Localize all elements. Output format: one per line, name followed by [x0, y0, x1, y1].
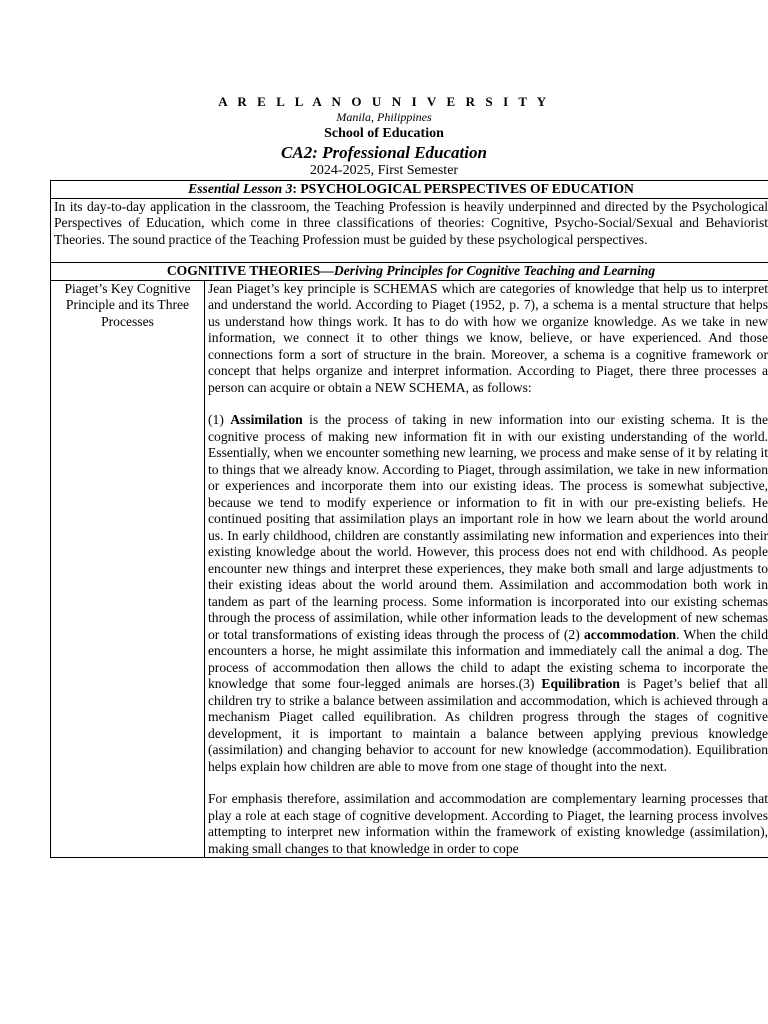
paragraph-schemas: Jean Piaget’s key principle is SCHEMAS which are categories of knowledge that help us to interpret and understand the world. According to Piaget (1952, p. 7), a schema is a mental structure that helps us understand how things work. It has to do with how we organize knowledge. As we take in new information, we connect it to other things we know, believe, or have experienced. And those connections form a sort of structure in the brain. Moreover, a schema is a cognitive framework or concept that helps organize and interpret information. According to Piaget, there three processes a person can acquire or obtain a NEW SCHEMA, as follows: — [208, 280, 768, 395]
document-header — [0, 94, 768, 179]
section-heading-row — [51, 263, 768, 281]
term-equilibration: Equilibration — [541, 676, 620, 691]
paragraph-processes — [208, 412, 768, 775]
section-subheading: —Deriving Principles for Cognitive Teaching and Learning — [320, 263, 656, 278]
university-location: Manila, Philippines — [336, 110, 432, 124]
school-name: School of Education — [324, 126, 444, 141]
university-name: A R E L L A N O U N I V E R S I T Y — [218, 94, 550, 109]
semester-label: 2024-2025, First Semester — [309, 163, 459, 178]
process-number: (1) — [208, 412, 231, 427]
section-heading-cell — [51, 263, 768, 281]
section-heading: COGNITIVE THEORIES — [166, 263, 321, 278]
course-title: CA2: Professional Education — [281, 143, 487, 162]
accommodation-text: . When the child encounters a horse, he might assimilate this information and immediately call the animal a dog. The process of accommodation then allows the child to adapt the existing schema to incorporate the knowledge that some four-legged animals are horses.(3) — [208, 626, 768, 691]
lesson-label: Essential Lesson 3 — [188, 181, 293, 196]
lesson-title-cell — [51, 181, 768, 199]
lesson-intro: In its day-to-day application in the classroom, the Teaching Profession is heavily underpinned and directed by the Psychological Perspectives of Education, which come in three classifications of theories: Cognitive, Psycho-Social/Sexual and Behaviorist Theories. The sound practice of the Teaching Profession must be guided by these psychological perspectives. — [51, 198, 768, 263]
lesson-title-row — [51, 181, 768, 199]
lesson-intro-row — [51, 198, 768, 263]
assimilation-text: is the process of taking in new information into our existing schema. It is the cognitive process of making new information fit in with our existing understanding of the world. Essentially, when we encounter something new learning, we process and make sense of it by relating it to things that we already know. According to Piaget, through assimilation, we take in new information or experiences and incorporate them into our existing ideas. The process is somewhat subjective, because we tend to modify experience or information to fit in with our pre-existing beliefs. He continued positing that assimilation plays an important role in how we learn about the world around us. In early childhood, children are constantly assimilating new information and experiences into their existing knowledge about the world. However, this process does not end with childhood. As people encounter new things and interpret these experiences, they make both small and large adjustments to their existing ideas about the world around them. Assimilation and accommodation both work in tandem as part of the learning process. Some information is incorporated into our existing schemas through the process of assimilation, while other information leads to the development of new schemas or total transformations of existing ideas through the process of (2) — [208, 412, 768, 642]
lesson-table — [50, 180, 768, 858]
lesson-colon: : — [292, 181, 301, 196]
paragraph-emphasis: For emphasis therefore, assimilation and accommodation are complementary learning processes that play a role at each stage of cognitive development. According to Piaget, the learning process involves attempting to interpret new information within the framework of existing knowledge (assimilation), making small changes to that knowledge in order to cope — [208, 791, 768, 856]
term-assimilation: Assimilation — [230, 412, 303, 427]
equilibration-text: is Paget’s belief that all children try to strike a balance between assimilation and accommodation, which is achieved through a mechanism Piaget called equilibration. As children progress through the stages of cognitive development, it is important to maintain a balance between applying previous knowledge (assimilation) and changing behavior to account for new knowledge (accommodation). Equilibration helps explain how children are able to move from one stage of thought into the next. — [208, 676, 768, 774]
topic-label: Piaget’s Key Cognitive Principle and its Three Processes — [51, 280, 205, 858]
content-row — [51, 280, 768, 858]
lesson-title: PSYCHOLOGICAL PERSPECTIVES OF EDUCATION — [300, 181, 634, 196]
content-cell — [205, 280, 768, 858]
term-accommodation: accommodation — [583, 626, 677, 642]
